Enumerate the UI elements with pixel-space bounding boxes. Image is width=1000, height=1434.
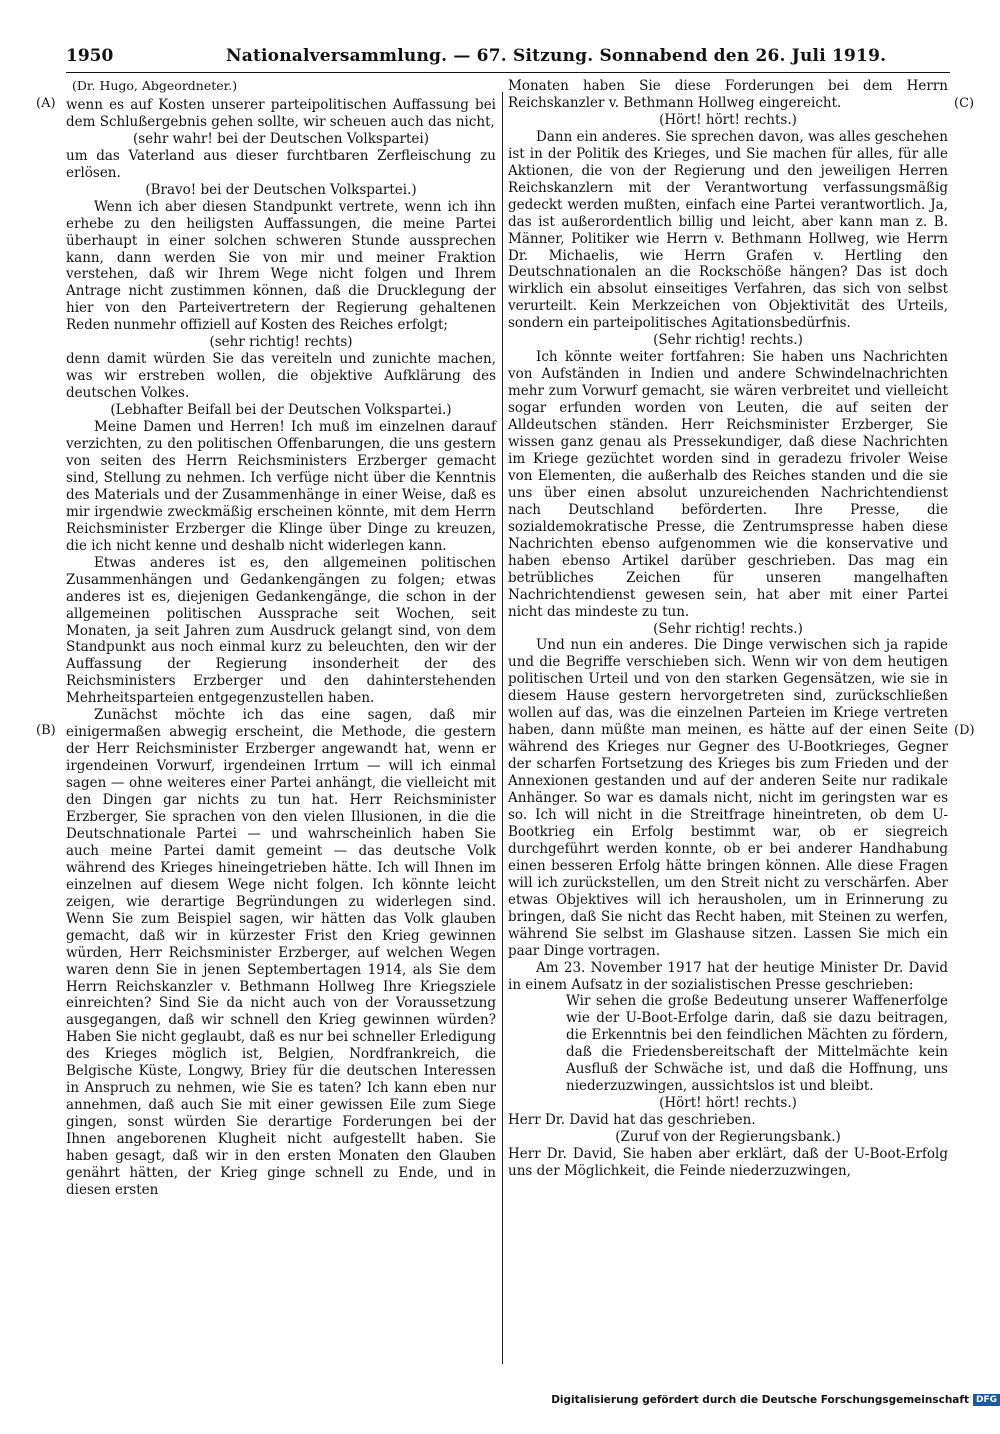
- interjection: (Hört! hört! rechts.): [659, 1095, 797, 1112]
- paragraph: Dann ein anderes. Sie sprechen davon, was alles geschehen ist in der Politik des Krieges, und Sie machen für alles, für alle Aktionen, die von der Regierung und den jeweiligen Herren Reichskanzlern mit der Verantwortung verfassungsmäßig gedeckt werden mußten, einfach eine Partei verantwortlich. Ja, das ist außerordentlich billig und leicht, aber kann man z. B. Männer, Politiker wie Herrn v. Bethmann Hollweg, wie Herrn Dr. Michaelis, wie Herrn Grafen v. Hertling den Deutschnationalen an die Rockschöße hängen? Das ist doch wirklich ein absolut einseitiges Verfahren, das sich von selbst verurteilt. Kein Merkzeichen von Objektivität des Urteils, sondern ein parteipolitisches Agitationsbedürfnis.: [508, 128, 948, 332]
- page-number: 1950: [66, 46, 114, 66]
- interjection: (Sehr richtig! rechts.): [653, 332, 803, 349]
- paragraph: um das Vaterland aus dieser furchtbaren Zerfleischung zu erlösen.: [66, 147, 496, 181]
- paragraph: Wenn ich aber diesen Standpunkt vertrete, wenn ich ihn erhebe zu den heiligsten Auffassungen, die meine Partei überhaupt in einer solchen schweren Stunde aussprechen kann, dann werden Sie von mir und meiner Fraktion verstehen, daß wir Ihrem Wege nicht folgen und Ihrem Antrage nicht zustimmen können, daß die Drucklegung der hier von den Parteivertretern der Regierung gehaltenen Reden nunmehr offiziell auf Kosten des Reiches erfolgt;: [66, 198, 496, 334]
- interjection: (Hört! hört! rechts.): [659, 111, 797, 128]
- interjection: (Zuruf von der Regierungsbank.): [615, 1129, 841, 1146]
- running-title: Nationalversammlung. — 67. Sitzung. Sonnabend den 26. Juli 1919.: [226, 46, 887, 66]
- interjection: (Bravo! bei der Deutschen Volkspartei.): [145, 181, 417, 198]
- margin-marker-a: (A): [36, 96, 56, 111]
- speaker-label: (Dr. Hugo, Abgeordneter.): [72, 78, 238, 93]
- paragraph: Und nun ein anderes. Die Dinge verwischen sich ja rapide und die Begriffe verschieben sich. Wenn wir von dem heutigen politischen Urteil und von den starken Gegensätzen, wie sie in diesem Hause gestern hervorgetreten sind, zurückschließen wollen auf das, was die einzelnen Parteien im Kriege vertreten haben, dann müßte man meinen, es hätte auf der einen Seite während des Krieges nur Gegner des U-Bootkrieges, Gegner der scharfen Fortsetzung des Krieges bis zum Frieden und der Annexionen gestanden und auf der anderen Seite nur radikale Anhänger. So war es damals nicht, nicht im geringsten war es so. Ich will nicht in die Streitfrage hineintreten, ob dem U-Bootkrieg ein Erfolg bestimmt war, ob er siegreich durchgeführt werden konnte, ob er bei anderer Handhabung einen besseren Erfolg hätte bringen können. Alle diese Fragen will ich zurückstellen, um den Streit nicht zu verschärfen. Aber etwas Objektives will ich herausholen, um in Erinnerung zu bringen, daß Sie nicht das Recht haben, mit Steinen zu werfen, während Sie selbst im Glashause sitzen. Lassen Sie mich ein paar Dinge vortragen.: [508, 637, 948, 959]
- paragraph: Ich könnte weiter fortfahren: Sie haben uns Nachrichten von Aufständen in Indien und andere Schwindelnachrichten mehr zum Vorwurf gemacht, sie wären verbreitet und vielleicht sogar erfunden worden von Leuten, die auf seiten der Alldeutschen ständen. Herr Reichsminister Erzberger, Sie wissen ganz genau als Pressekundiger, daß diese Nachrichten im Kriege gezüchtet worden sind in geradezu frivoler Weise von Elementen, die außerhalb des Reiches standen und die sie uns über einen absolut unzureichenden Nachrichtendienst nach Deutschland beförderten. Ihre Presse, die sozialdemokratische Presse, die Zentrumspresse haben diese Nachrichten ebenso aufgenommen wie die konservative und haben ebenso Artikel darüber geschrieben. Das mag ein betrübliches Zeichen für unseren mangelhaften Nachrichtendienst gewesen sein, hat aber mit einer Partei nicht das mindeste zu tun.: [508, 349, 948, 620]
- paragraph: wenn es auf Kosten unserer parteipolitischen Auffassung bei dem Schlußergebnis gehen sollte, wir scheuen auch das nicht,: [66, 96, 496, 130]
- paragraph: Meine Damen und Herren! Ich muß im einzelnen darauf verzichten, zu den politischen Offenbarungen, die uns gestern von seiten des Herrn Reichsministers Erzberger gemacht sind, Stellung zu nehmen. Ich verfüge nicht über die Kenntnis des Materials und der Zusammenhänge in einer Weise, daß es mir irgendwie zweckmäßig erscheinen könnte, mit dem Herrn Reichsminister Erzberger die Klinge über Dinge zu kreuzen, die ich nicht kenne und deshalb nicht widerlegen kann.: [66, 419, 496, 554]
- credit-text: Digitalisierung gefördert durch die Deutsche Forschungsgemeinschaft: [551, 1394, 969, 1406]
- interjection: (Sehr richtig! rechts.): [653, 620, 803, 637]
- block-quote: Wir sehen die große Bedeutung unserer Waffenerfolge wie der U-Boot-Erfolge darin, daß sie dazu beitragen, die Erkenntnis bei den feindlichen Mächten zu fördern, daß die Friedensbereitschaft der Mittelmächte kein Ausfluß der Schwäche ist, und daß die Hoffnung, uns niederzuzwingen, aussichtslos ist und bleibt.: [566, 993, 948, 1095]
- right-column: [508, 78, 948, 1180]
- paragraph: Herr Dr. David hat das geschrieben.: [508, 1112, 756, 1129]
- column-divider: [502, 92, 503, 1364]
- running-header: [66, 46, 950, 73]
- left-column: [66, 78, 496, 1199]
- margin-marker-b: (B): [36, 723, 56, 738]
- interjection: (sehr wahr! bei der Deutschen Volkspartei): [132, 130, 429, 147]
- paragraph: Herr Dr. David, Sie haben aber erklärt, daß der U-Boot-Erfolg uns der Möglichkeit, die Feinde niederzuzwingen,: [508, 1146, 948, 1179]
- dfg-logo: DFG: [973, 1394, 1000, 1406]
- interjection: (sehr richtig! rechts): [209, 334, 353, 351]
- paragraph: Etwas anderes ist es, den allgemeinen politischen Zusammenhängen und Gedankengängen zu folgen; etwas anderes ist es, diejenigen Gedankengänge, die schon in der allgemeinen politischen Aussprache seit Wochen, seit Monaten, ja seit Jahren zum Ausdruck gelangt sind, von dem Standpunkt aus noch einmal kurz zu beleuchten, den wir der Auffassung der Regierung insonderheit der des Reichsministers Erzberger und den dahinterstehenden Mehrheitsparteien entgegenzustellen haben.: [66, 554, 496, 707]
- paragraph: Am 23. November 1917 hat der heutige Minister Dr. David in einem Aufsatz in der sozialistischen Presse geschrieben:: [508, 959, 948, 993]
- paragraph: Monaten haben Sie diese Forderungen bei dem Herrn Reichskanzler v. Bethmann Hollweg eingereicht.: [508, 78, 948, 111]
- paragraph: denn damit würden Sie das vereiteln und zunichte machen, was wir erstreben wollen, die objektive Aufklärung des deutschen Volkes.: [66, 351, 496, 402]
- digitization-credit: [551, 1392, 1000, 1408]
- interjection: (Lebhafter Beifall bei der Deutschen Volkspartei.): [110, 402, 452, 419]
- margin-marker-d: (D): [954, 723, 975, 738]
- margin-marker-c: (C): [954, 96, 975, 111]
- paragraph: Zunächst möchte ich das eine sagen, daß mir einigermaßen abwegig erscheint, die Methode, die gestern der Herr Reichsminister Erzberger angewandt hat, wenn er irgendeinen Vorwurf, irgendeinen Irrtum — will ich einmal sagen — ohne weiteres einer Partei anhängt, die vielleicht mit den Dingen gar nichts zu tun hat. Herr Reichsminister Erzberger, Sie sprachen von den vielen Illusionen, in die die Deutschnationale Partei — und wahrscheinlich haben Sie auch meine Partei damit gemeint — das deutsche Volk während des Krieges hineingetrieben hätte. Ich will Ihnen im einzelnen auf diesem Wege nicht folgen. Ich könnte leicht zeigen, wie derartige Begründungen zu widerlegen sind. Wenn Sie zum Beispiel sagen, wir hätten das Volk glauben gemacht, daß wir in kürzester Frist den Krieg gewinnen würden, Herr Reichsminister Erzberger, auf welchen Wegen waren denn Sie in jenen Septembertagen 1914, als Sie dem Herrn Reichskanzler v. Bethmann Hollweg Ihre Kriegsziele einreichten? Sind Sie da nicht auch von der Voraussetzung ausgegangen, daß wir schnell den Krieg gewinnen würden? Haben Sie nicht geglaubt, daß es nur bei schneller Erledigung des Krieges möglich ist, Belgien, Nordfrankreich, die Belgische Küste, Longwy, Briey für die deutschen Interessen in Anspruch zu nehmen, wie Sie es taten? Ich kann eben nur annehmen, daß auch Sie mit einer gewissen Eile zum Siege gingen, sonst würden Sie derartige Forderungen bei der Ihnen angeborenen Klugheit nicht aufgestellt haben. Sie haben gesagt, daß wir in den ersten Monaten den Glauben genährt hätten, der Krieg ginge schnell zu Ende, und in diesen ersten: [66, 707, 496, 1198]
